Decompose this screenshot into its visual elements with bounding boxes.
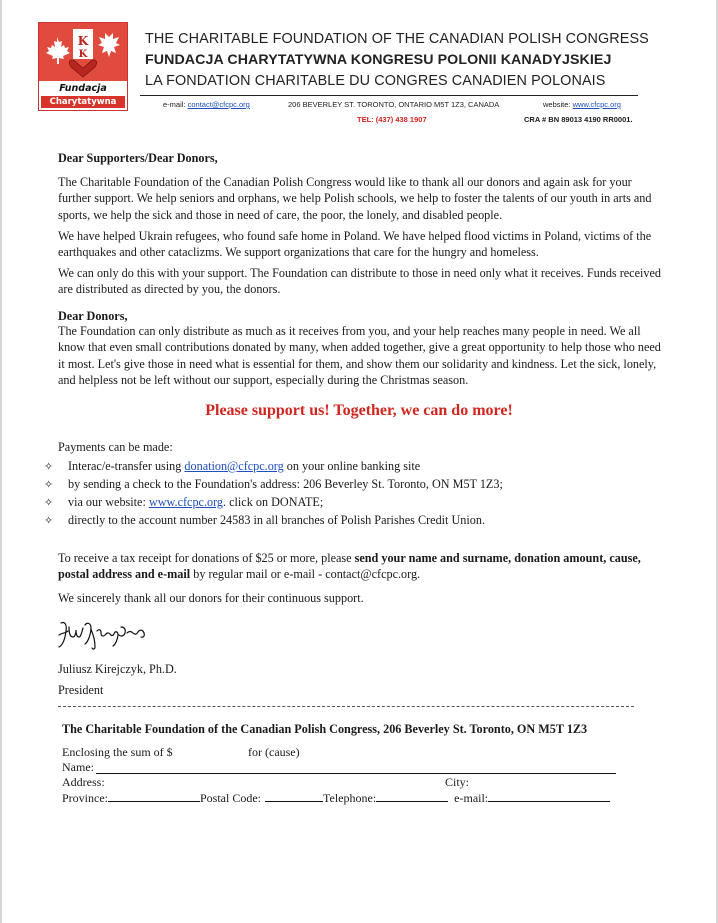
payment-option-interac [44, 459, 420, 474]
payment-option-account [44, 513, 485, 528]
receipt-text-bold: send your name and surname, donation amount, cause, postal address and e-mail [58, 551, 641, 582]
payments-label: Payments can be made: [58, 440, 173, 454]
donate-website-link[interactable]: www.cfcpc.org [148, 495, 224, 509]
address-field[interactable] [62, 775, 105, 790]
email-contact [163, 100, 250, 109]
signature-icon [55, 617, 170, 653]
paragraph-donors: The Foundation can only distribute as much as it receives from you, and your help reaches many people in need. We all know that even small contributions donated by many, when added together, give a great opportunity to help those who need it most. Let's give those in need what is essential for them, and show them our solidarity and kindness. Let the sick, lonely, and helpless not be left without our support, especially during the Christmas season. [58, 324, 661, 388]
city-field[interactable] [445, 775, 469, 790]
svg-text:K: K [78, 49, 88, 60]
telephone: TEL: (437) 438 1907 [357, 115, 427, 124]
cause-label: for (cause) [248, 745, 300, 759]
payment-option-website [44, 495, 323, 510]
address-label: Address: [62, 775, 105, 789]
donation-email-link[interactable]: donation@cfcpc.org [184, 459, 284, 473]
name-field[interactable] [62, 760, 94, 775]
postal-code-input[interactable] [265, 790, 323, 802]
svg-text:K: K [77, 34, 89, 48]
address-line: 206 BEVERLEY ST. TORONTO, ONTARIO M5T 1Z3, CANADA [288, 100, 500, 109]
website-label: website: [543, 100, 571, 109]
telephone-input[interactable] [376, 790, 448, 802]
donors-heading: Dear Donors, [58, 309, 128, 323]
website-link[interactable]: www.cfcpc.org [572, 100, 621, 109]
diamond-bullet-icon: ✧ [44, 460, 54, 473]
payment-3-text-end: . click on DONATE; [223, 495, 324, 509]
paragraph-help: We have helped Ukrain refugees, who found safe home in Poland. We have helped flood victims in Poland, victims of the earthquakes and other cataclizms. We support organizations that care for the hungry and homeless. [58, 229, 652, 260]
receipt-text-start: To receive a tax receipt for donations of $25 or more, please [58, 551, 355, 565]
title-polish: FUNDACJA CHARYTATYWNA KONGRESU POLONII KANADYJSKIEJ [145, 52, 612, 68]
receipt-text-end: by regular mail or e-mail - contact@cfcpc.org. [190, 567, 421, 582]
cra-number: CRA # BN 89013 4190 RR0001. [524, 115, 633, 124]
diamond-bullet-icon: ✧ [44, 478, 54, 491]
city-label: City: [445, 775, 470, 789]
payment-1-text-end: on your online banking site [283, 459, 421, 473]
email-link[interactable]: contact@cfcpc.org [187, 100, 250, 109]
closing-thanks: We sincerely thank all our donors for their continuous support. [58, 591, 364, 605]
title-french: LA FONDATION CHARITABLE DU CONGRES CANADIEN POLONAIS [145, 73, 606, 89]
email-label: e-mail: [163, 100, 186, 109]
telephone-label: Telephone: [323, 791, 377, 805]
form-email-label: e-mail: [454, 791, 489, 805]
signer-title: President [58, 683, 104, 697]
paragraph-support: We can only do this with your support. The Foundation can distribute to those in need only what it receives. Funds received are distributed as directed by you, the donors. [58, 266, 661, 297]
foundation-logo [38, 22, 128, 111]
title-english: THE CHARITABLE FOUNDATION OF THE CANADIAN POLISH CONGRESS [145, 31, 649, 47]
payment-4-text: directly to the account number 24583 in all branches of Polish Parishes Credit Union. [68, 513, 485, 527]
name-underline [96, 773, 616, 774]
cut-line [58, 706, 634, 707]
logo-text-top: Fundacja [59, 83, 107, 94]
signer-name: Juliusz Kirejczyk, Ph.D. [58, 662, 177, 676]
form-email-input[interactable] [488, 790, 610, 802]
form-title: The Charitable Foundation of the Canadian Polish Congress, 206 Beverley St. Toronto, ON M5T 1Z3 [62, 722, 588, 736]
name-label: Name: [62, 760, 94, 774]
logo-emblem-icon [39, 23, 127, 81]
payment-2-text: by sending a check to the Foundation's address: 206 Beverley St. Toronto, ON M5T 1Z3; [68, 477, 503, 491]
tax-receipt-note [58, 550, 668, 583]
province-input[interactable] [108, 790, 200, 802]
page-edge-left [0, 0, 2, 923]
paragraph-thanks: The Charitable Foundation of the Canadian Polish Congress would like to thank all our donors and again ask for your further support. We help seniors and orphans, we help Polish schools, we help to foster the talents of our youth in arts and sports, we help the sick and those in need of care, the poor, the lonely, and disabled people. [58, 175, 652, 222]
website-contact [543, 100, 621, 109]
diamond-bullet-icon: ✧ [44, 514, 54, 527]
sum-field[interactable] [62, 745, 173, 760]
cause-field[interactable] [248, 745, 300, 760]
header-divider [140, 95, 638, 96]
support-headline: Please support us! Together, we can do more! [205, 402, 513, 419]
province-row [62, 790, 610, 806]
province-label: Province: [62, 791, 108, 805]
diamond-bullet-icon: ✧ [44, 496, 54, 509]
sum-label: Enclosing the sum of $ [62, 745, 173, 759]
payment-option-check [44, 477, 503, 492]
payment-1-text: Interac/e-transfer using [68, 459, 185, 473]
salutation: Dear Supporters/Dear Donors, [58, 151, 218, 165]
postal-code-label: Postal Code: [200, 791, 262, 805]
logo-text-bottom: Charytatywna [41, 96, 125, 108]
payment-3-text: via our website: [68, 495, 149, 509]
